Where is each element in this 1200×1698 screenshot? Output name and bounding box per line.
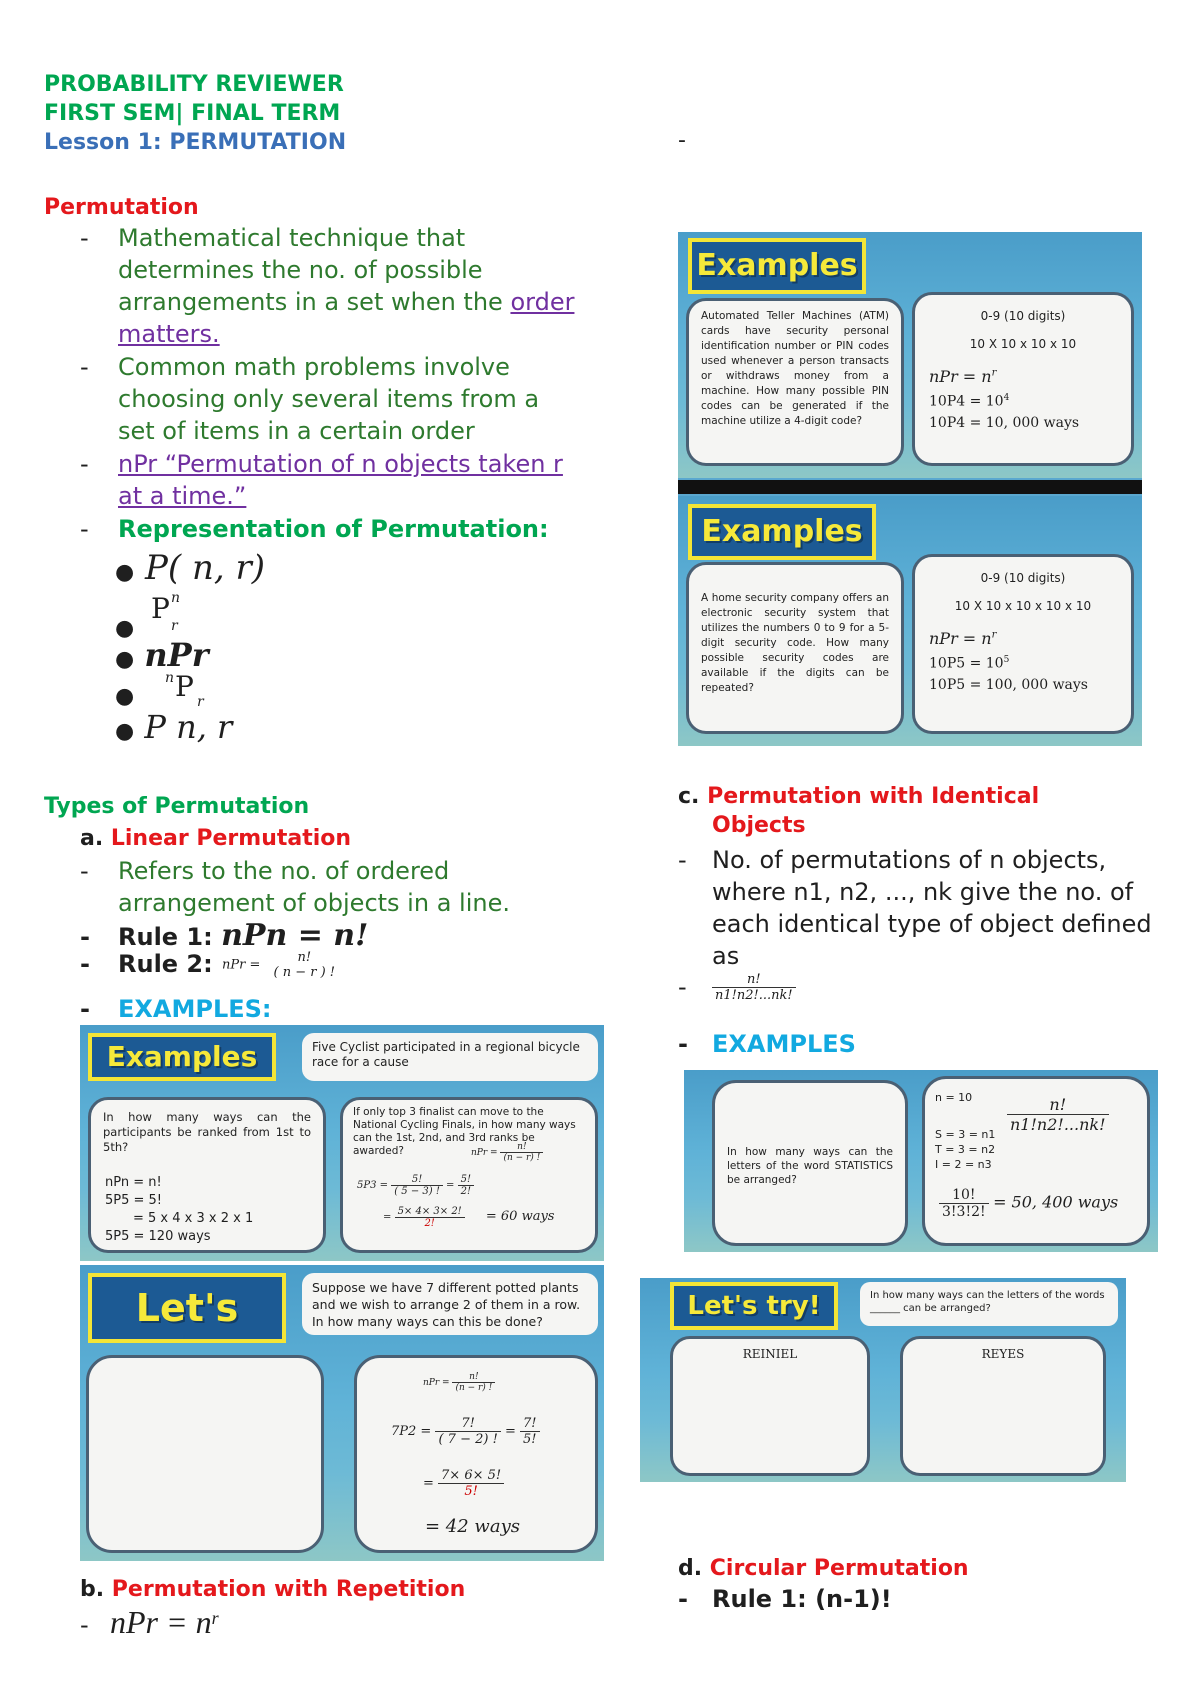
bullet-npr: - nPr “Permutation of n objects taken r at a time.” [80, 450, 563, 510]
slide1-prompt: Five Cyclist participated in a regional bicycle race for a cause [302, 1033, 598, 1081]
identical-formula: - $\frac{n!}{n1!n2!...nk!}$ [678, 972, 796, 1003]
slide3-right-card: 0-9 (10 digits) 10 X 10 x 10 x 10 nPr = $n^r$ $10P4 = 10^4$ 10P4 = 10, 000 ways [912, 292, 1134, 466]
notation-npr: ● nPr [115, 636, 209, 674]
slide1-right-card: If only top 3 finalist can move to the National Cycling Finals, in how many ways can the 1st, 2nd, and 3rd ranks be awarded? nPr = $\frac{n!}{(n - r) !}$ 5P3 = $\frac{5!}{( 5 - 3) !}$ = $\frac{5!}{2!}$ = $\frac{5\times 4\times 3\times 2!}{2!}$ = 60 ways [340, 1097, 598, 1253]
permutation-heading: Permutation [44, 195, 199, 220]
repetition-formula: - nPr = $n^r$ [80, 1604, 219, 1640]
slide-divider [678, 480, 1142, 494]
bullet-common-text: Common math problems involve choosing only several items from a set of items in a certain order [118, 353, 540, 445]
rule2-formula: nPr = n! ( n − r ) ! [222, 950, 336, 980]
right-dash: - [678, 128, 686, 153]
slide1-left-card: In how many ways can the participants be ranked from 1st to 5th? nPn = n! 5P5 = 5! = 5 x 4 x 3 x 2 x 1 5P5 = 120 ways [88, 1097, 326, 1253]
slide-linear-example [80, 1025, 604, 1261]
identical-desc: - No. of permutations of n objects, where n1, n2, ..., nk give the no. of each identical type of object defined as [678, 846, 1152, 970]
slide-title: Examples [688, 238, 866, 294]
notation-pre-super: ● n P r [115, 670, 204, 710]
slide6-left-card: REINIEL [670, 1336, 870, 1476]
notation-p-n-r: ● P( n, r) [115, 548, 265, 588]
slide-title: Examples [88, 1033, 276, 1081]
rule1-linear: - Rule 1: nPn = n! [80, 918, 369, 953]
circular-heading: d. Circular Permutation [678, 1556, 969, 1581]
slide-security-example [678, 496, 1142, 746]
slide3-left-card: Automated Teller Machines (ATM) cards have security personal identification number or PIN codes used whenever a person transacts or withdraws money from a machine. How many possible PIN codes can be generated if the machine utilize a 4-digit code? [686, 298, 904, 466]
bullet-representation: - Representation of Permutation: [80, 515, 549, 543]
slide4-right-card: 0-9 (10 digits) 10 X 10 x 10 x 10 x 10 nPr = $n^r$ $10P5 = 10^5$ 10P5 = 100, 000 ways [912, 554, 1134, 734]
repetition-heading: b. Permutation with Repetition [80, 1577, 466, 1602]
slide2-left-card [86, 1355, 324, 1553]
bullet-definition: - Mathematical technique that determines the no. of possible arrangements in a set when the order matters. [80, 224, 575, 348]
slide-identical-try [640, 1278, 1126, 1482]
examples-label-identical: - EXAMPLES [678, 1030, 856, 1058]
slide-statistics-example [684, 1070, 1158, 1252]
slide5-left-card: In how many ways can the letters of the word STATISTICS be arranged? [712, 1080, 908, 1246]
representation-heading: Representation of Permutation: [118, 515, 549, 543]
lesson-title: Lesson 1: PERMUTATION [44, 130, 347, 155]
doc-subtitle: FIRST SEM| FINAL TERM [44, 101, 341, 126]
slide6-prompt: In how many ways can the letters of the words ______ can be arranged? [860, 1282, 1118, 1326]
order-matters-link[interactable]: order matters. [118, 288, 575, 348]
slide2-right-card: nPr = $\frac{n!}{(n - r) !}$ 7P2 = $\frac{7!}{( 7 - 2) !}$ = $\frac{7!}{5!}$ = $\frac{7\times 6\times 5!}{5!}$ = 42 ways [354, 1355, 598, 1553]
permutation-bullets [80, 222, 580, 545]
types-heading: Types of Permutation [44, 794, 310, 819]
rule2-linear: - Rule 2: [80, 950, 213, 978]
slide2-prompt: Suppose we have 7 different potted plants and we wish to arrange 2 of them in a row. In how many ways can this be done? [302, 1273, 598, 1335]
notation-p-comma: ● P n, r [115, 708, 233, 746]
linear-heading: a. Linear Permutation [80, 826, 352, 851]
slide-title: Let's [88, 1273, 286, 1343]
circular-rule: - Rule 1: (n-1)! [678, 1585, 892, 1613]
npr-link[interactable]: nPr “Permutation of n objects taken r at a time.” [118, 450, 563, 510]
slide4-left-card: A home security company offers an electronic security system that utilizes the numbers 0 to 9 for a 5-digit security code. How many possible security codes are available if the digits can be repeated? [686, 562, 904, 734]
identical-heading: c. Permutation with Identical Objects [678, 784, 1040, 838]
bullet-common: - Common math problems involve choosing only several items from a set of items in a certain order [80, 353, 540, 445]
doc-title: PROBABILITY REVIEWER [44, 72, 344, 97]
slide5-right-card: n = 10 S = 3 = n1 T = 3 = n2 I = 2 = n3 $\frac{n!}{n1!n2!...nk!}$ $\frac{10!}{3!3!2!}$ = 50, 400 ways [922, 1076, 1150, 1246]
bullet-definition-text: Mathematical technique that determines the no. of possible arrangements in a set when the [118, 224, 511, 316]
slide-title: Let's try! [670, 1282, 838, 1330]
examples-label-linear: - EXAMPLES: [80, 995, 272, 1023]
slide-linear-try [80, 1265, 604, 1561]
slide6-right-card: REYES [900, 1336, 1106, 1476]
slide-atm-example [678, 232, 1142, 478]
slides-pin-examples [678, 232, 1142, 746]
linear-desc: - Refers to the no. of ordered arrangement of objects in a line. [80, 857, 510, 917]
slide-title: Examples [688, 504, 876, 560]
